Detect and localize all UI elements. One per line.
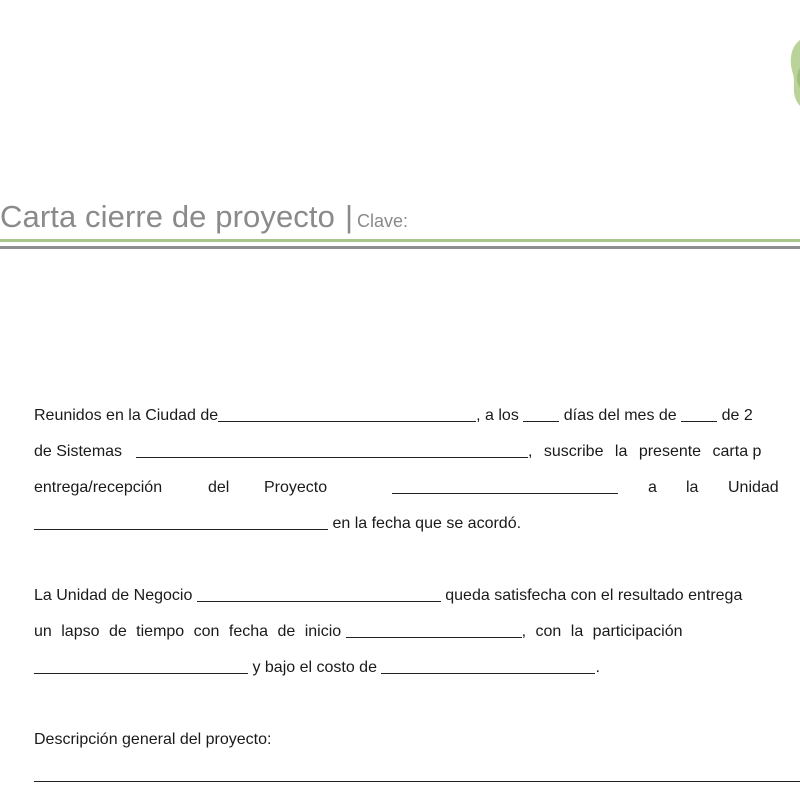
text-suscribe: , suscribe la presente carta bbox=[528, 443, 749, 460]
blank-business-unit[interactable] bbox=[34, 509, 328, 530]
blank-month[interactable] bbox=[681, 401, 717, 422]
text-a-los: , a los bbox=[476, 407, 519, 424]
text-lapso: un lapso de tiempo con fecha de inicio bbox=[34, 623, 342, 640]
paragraph-2-line-3 bbox=[34, 650, 800, 686]
blank-day[interactable] bbox=[523, 401, 559, 422]
text-dias-mes: días del mes de bbox=[563, 407, 677, 424]
text-costo: y bajo el costo de bbox=[252, 659, 377, 676]
letter-body bbox=[34, 398, 800, 794]
text-unidad: Unidad bbox=[728, 479, 779, 496]
text-period: . bbox=[595, 659, 600, 676]
text-entrega-recepcion: entrega/recepción bbox=[34, 479, 163, 496]
text-de-sistemas: de Sistemas bbox=[34, 443, 123, 460]
text-participacion: , con la participación bbox=[521, 623, 683, 640]
text-unidad-negocio: La Unidad de Negocio bbox=[34, 587, 193, 604]
text-del: del bbox=[208, 479, 230, 496]
blank-description[interactable] bbox=[34, 761, 800, 782]
paragraph-1-line-2 bbox=[34, 434, 800, 470]
description-label: Descripción general del proyecto: bbox=[34, 731, 272, 748]
paragraph-2-line-2 bbox=[34, 614, 800, 650]
text-de-year: de 2 bbox=[721, 407, 753, 424]
header-rule-gray bbox=[0, 246, 800, 249]
blank-unit-name[interactable] bbox=[197, 581, 441, 602]
text-la: la bbox=[686, 479, 699, 496]
blank-project[interactable] bbox=[392, 473, 618, 494]
key-label: Clave: bbox=[357, 211, 409, 231]
document-header bbox=[0, 195, 800, 249]
title-separator: | bbox=[344, 199, 354, 234]
description-label-line bbox=[34, 722, 800, 758]
text-p: p bbox=[752, 443, 762, 460]
blank-cost[interactable] bbox=[381, 653, 595, 674]
blank-area[interactable] bbox=[136, 437, 528, 458]
blank-city[interactable] bbox=[218, 401, 476, 422]
text-fecha-acordo: en la fecha que se acordó. bbox=[332, 515, 522, 532]
text-a: a bbox=[648, 479, 657, 496]
text-proyecto: Proyecto bbox=[264, 479, 328, 496]
text-satisfecha: queda satisfecha con el resultado entrega bbox=[445, 587, 743, 604]
blank-participants[interactable] bbox=[34, 653, 248, 674]
paragraph-1-line-1 bbox=[34, 398, 800, 434]
paragraph-1-line-3 bbox=[34, 470, 800, 506]
text-reunidos: Reunidos en la Ciudad de bbox=[34, 407, 219, 424]
title-line bbox=[0, 195, 800, 239]
blank-start-date[interactable] bbox=[346, 617, 522, 638]
paragraph-2-line-1 bbox=[34, 578, 800, 614]
page-title: Carta cierre de proyecto bbox=[0, 199, 335, 234]
description-rule-line bbox=[34, 758, 800, 794]
leaf-logo-icon bbox=[784, 28, 800, 118]
paragraph-1-line-4 bbox=[34, 506, 800, 542]
header-rule-green bbox=[0, 239, 800, 242]
